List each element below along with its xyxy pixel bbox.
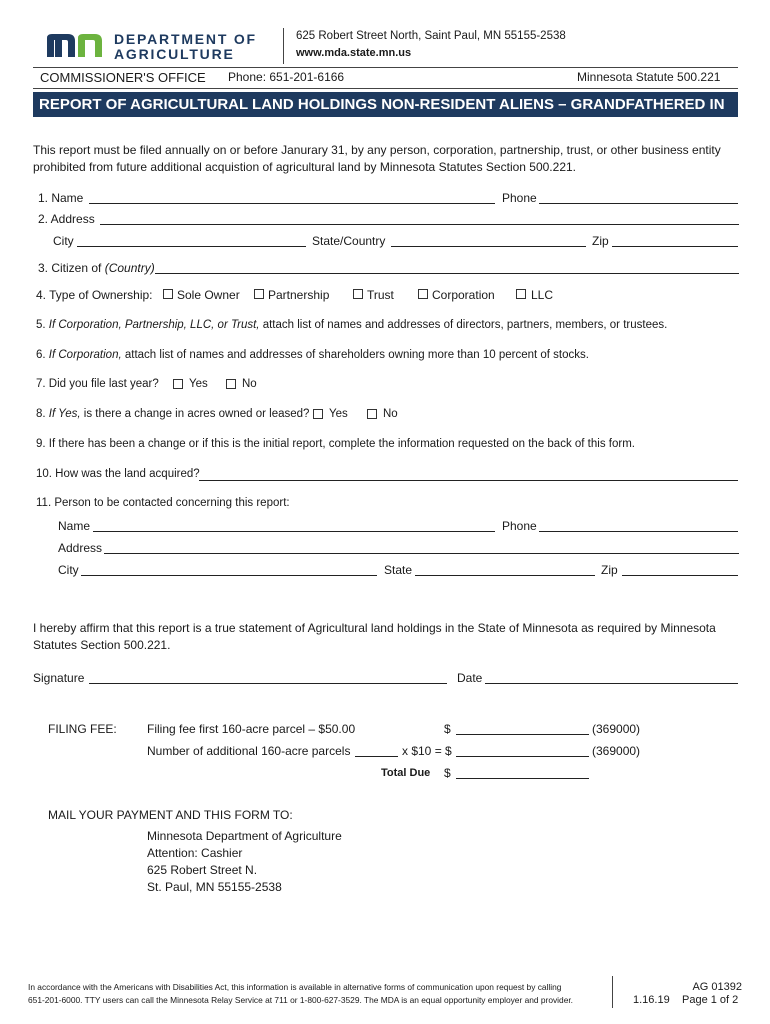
header-rule-top — [33, 67, 738, 68]
filed-no-checkbox[interactable] — [226, 379, 236, 389]
additional-parcels-field[interactable] — [355, 756, 398, 757]
contact-name-label: Name — [58, 519, 91, 533]
contact-phone-label: Phone — [502, 519, 537, 533]
total-due-label: Total Due — [381, 767, 431, 779]
office-label: COMMISSIONER'S OFFICE — [40, 70, 206, 85]
address-field[interactable] — [100, 224, 739, 225]
corporation-checkbox[interactable] — [418, 289, 428, 299]
intro-text: This report must be filed annually on or before Janurary 31, by any person, corporation, partnership, trust, or other business entity prohibited from future additional acquistion of agricultural land by Minnesota Statutes Section 500.221. — [33, 143, 721, 174]
change-no-checkbox[interactable] — [367, 409, 377, 419]
state-country-field[interactable] — [391, 246, 586, 247]
page-number: Page 1 of 2 — [682, 994, 739, 1006]
trust-checkbox[interactable] — [353, 289, 363, 299]
footer-divider — [612, 976, 613, 1008]
logo-text-line2: AGRICULTURE — [114, 46, 235, 62]
contact-state-field[interactable] — [415, 575, 595, 576]
partnership-label: Partnership — [268, 288, 330, 302]
contact-address-field[interactable] — [104, 553, 739, 554]
filing-fee-label: FILING FEE: — [48, 722, 117, 736]
change-yes-checkbox[interactable] — [313, 409, 323, 419]
filed-yes-checkbox[interactable] — [173, 379, 183, 389]
sole-owner-label: Sole Owner — [177, 288, 240, 302]
phone-field[interactable] — [539, 203, 738, 204]
phone-label: Phone — [502, 191, 537, 205]
citizen-hint: (Country) — [104, 261, 155, 275]
change-no-label: No — [383, 408, 398, 420]
form-title: REPORT OF AGRICULTURAL LAND HOLDINGS NON-RESIDENT ALIENS – GRANDFATHERED IN — [33, 92, 738, 117]
total-due-dollar: $ — [444, 766, 451, 780]
zip-label: Zip — [592, 234, 609, 248]
header-divider — [283, 28, 284, 64]
ownership-label: 4. Type of Ownership: — [36, 288, 153, 302]
fee-row-2-multiplier: x $10 = $ — [402, 744, 452, 758]
filed-yes-label: Yes — [189, 378, 208, 390]
fee-row-1-code: (369000) — [592, 722, 641, 736]
signature-field[interactable] — [89, 683, 447, 684]
llc-checkbox[interactable] — [516, 289, 526, 299]
name-label: 1. Name — [38, 191, 84, 205]
item-5: 5. If Corporation, Partnership, LLC, or Trust, attach list of names and addresses of directors, partners, members, or trustees. — [36, 319, 668, 331]
office-phone: Phone: 651-201-6166 — [228, 70, 345, 84]
fee-row-1-text: Filing fee first 160-acre parcel – $50.00 — [147, 722, 356, 736]
address-label: 2. Address — [38, 212, 95, 226]
contact-address-label: Address — [58, 541, 103, 555]
city-field[interactable] — [77, 246, 306, 247]
statute-ref: Minnesota Statute 500.221 — [577, 70, 721, 84]
form-date: 1.16.19 — [633, 994, 670, 1006]
signature-label: Signature — [33, 671, 85, 685]
item-7: 7. Did you file last year? — [36, 378, 159, 390]
date-field[interactable] — [485, 683, 738, 684]
fee-row-2-field[interactable] — [456, 756, 589, 757]
affirmation-text: I hereby affirm that this report is a true statement of Agricultural land holdings in the State of Minnesota as required by Minnesota Statutes Section 500.221. — [33, 621, 716, 652]
fee-row-1-field[interactable] — [456, 734, 589, 735]
sole-owner-checkbox[interactable] — [163, 289, 173, 299]
llc-label: LLC — [531, 288, 554, 302]
mail-line: St. Paul, MN 55155-2538 — [147, 880, 282, 894]
item-11: 11. Person to be contacted concerning this report: — [36, 497, 290, 509]
contact-name-field[interactable] — [93, 531, 495, 532]
contact-zip-field[interactable] — [622, 575, 738, 576]
header-website[interactable]: www.mda.state.mn.us — [296, 47, 412, 59]
contact-state-label: State — [384, 563, 413, 577]
state-country-label: State/Country — [312, 234, 386, 248]
mda-logo — [44, 32, 104, 58]
date-label: Date — [457, 671, 483, 685]
mail-label: MAIL YOUR PAYMENT AND THIS FORM TO: — [48, 808, 293, 822]
contact-city-label: City — [58, 563, 79, 577]
change-yes-label: Yes — [329, 408, 348, 420]
mail-line: 625 Robert Street N. — [147, 863, 258, 877]
city-label: City — [53, 234, 74, 248]
logo-text-line1: DEPARTMENT OF — [114, 31, 257, 47]
item-6: 6. If Corporation, attach list of names and addresses of shareholders owning more than 10 percent of stocks. — [36, 349, 589, 361]
header-rule-bottom — [33, 88, 738, 89]
header-address: 625 Robert Street North, Saint Paul, MN 55155-2538 — [296, 30, 566, 42]
citizen-label: 3. Citizen of (Country) — [38, 261, 155, 275]
fee-row-2-text: Number of additional 160-acre parcels — [147, 744, 351, 758]
citizen-field[interactable] — [155, 273, 739, 274]
ada-notice: In accordance with the Americans with Disabilities Act, this information is available in alternative forms of communication upon request by calling 651-201-6000. TTY users can call the Minnesota Relay Service at 711 or 1-800-627-3529. The MDA is an equal opportunity employer and provider. — [28, 982, 574, 1005]
fee-row-2-code: (369000) — [592, 744, 641, 758]
form-number: AG 01392 — [692, 981, 742, 993]
mail-line: Minnesota Department of Agriculture — [147, 829, 342, 843]
contact-city-field[interactable] — [81, 575, 377, 576]
item-9: 9. If there has been a change or if this is the initial report, complete the information requested on the back of this form. — [36, 438, 635, 450]
name-field[interactable] — [89, 203, 495, 204]
mail-line: Attention: Cashier — [147, 846, 243, 860]
partnership-checkbox[interactable] — [254, 289, 264, 299]
total-due-field[interactable] — [456, 778, 589, 779]
contact-zip-label: Zip — [601, 563, 618, 577]
fee-row-1-dollar: $ — [444, 722, 451, 736]
trust-label: Trust — [367, 288, 394, 302]
corporation-label: Corporation — [432, 288, 495, 302]
filed-no-label: No — [242, 378, 257, 390]
item-10: 10. How was the land acquired? — [36, 468, 200, 480]
land-acquired-field[interactable] — [199, 480, 738, 481]
zip-field[interactable] — [612, 246, 738, 247]
item-8: 8. If Yes, is there a change in acres owned or leased? — [36, 408, 310, 420]
contact-phone-field[interactable] — [539, 531, 738, 532]
